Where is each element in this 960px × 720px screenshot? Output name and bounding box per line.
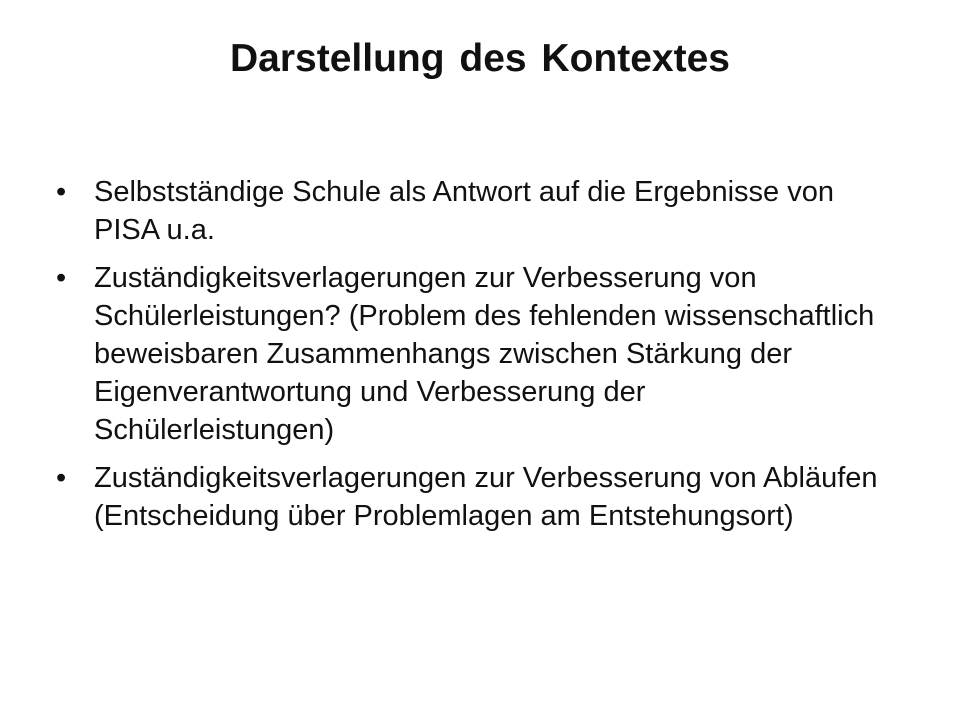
- bullet-text: Zuständigkeitsverlagerungen zur Verbesserung von Abläufen (Entscheidung über Problemlagen am Entstehungsort): [94, 462, 878, 532]
- bullet-item: [56, 259, 886, 449]
- bullet-item: [56, 173, 886, 249]
- bullet-icon: •: [56, 176, 67, 208]
- bullet-text: Zuständigkeitsverlagerungen zur Verbesserung von Schülerleistungen? (Problem des fehlenden wissenschaftlich beweisbaren Zusammenhangs zwischen Stärkung der Eigenverantwortung und Verbesserung der Schülerleistungen): [94, 262, 875, 446]
- slide-title: Darstellung des Kontextes: [230, 37, 730, 80]
- bullet-text: Selbstständige Schule als Antwort auf die Ergebnisse von PISA u.a.: [94, 176, 834, 246]
- bullet-item: [56, 459, 886, 535]
- bullet-icon: •: [56, 262, 67, 294]
- bullet-icon: •: [56, 462, 67, 494]
- bullet-list: [56, 173, 886, 545]
